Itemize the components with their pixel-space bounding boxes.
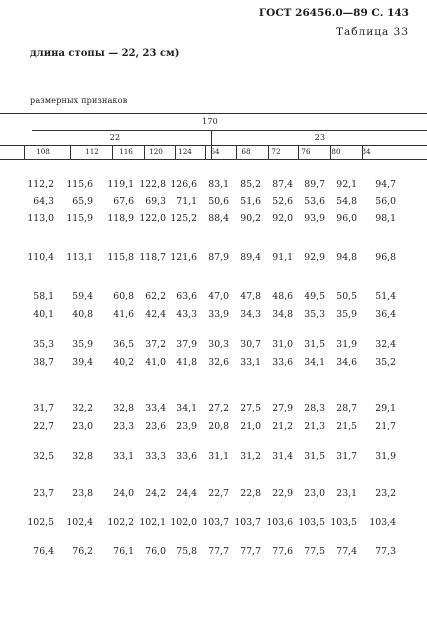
table-cell: 36,5 — [113, 339, 134, 350]
table-cell: 121,6 — [170, 252, 197, 263]
table-cell: 22,8 — [240, 488, 261, 499]
table-cell: 23,1 — [336, 488, 357, 499]
table-cell: 87,4 — [272, 179, 293, 190]
rule-height — [32, 130, 427, 131]
table-cell: 35,3 — [304, 309, 325, 320]
table-cell: 63,6 — [176, 291, 197, 302]
table-cell: 24,4 — [176, 488, 197, 499]
table-cell: 22,9 — [272, 488, 293, 499]
column-separator — [70, 145, 71, 159]
table-cell: 21,0 — [240, 421, 261, 432]
table-cell: 35,9 — [72, 339, 93, 350]
table-cell: 31,9 — [336, 339, 357, 350]
table-cell: 52,6 — [272, 196, 293, 207]
table-cell: 64,3 — [33, 196, 54, 207]
table-cell: 103,7 — [234, 517, 261, 528]
table-cell: 102,4 — [66, 517, 93, 528]
column-separator — [144, 145, 145, 159]
table-cell: 22,7 — [208, 488, 229, 499]
table-cell: 122,8 — [139, 179, 166, 190]
table-cell: 23,3 — [113, 421, 134, 432]
table-cell: 67,6 — [113, 196, 134, 207]
page-subtitle: длина стопы — 22, 23 см) — [30, 48, 180, 59]
table-cell: 31,1 — [208, 451, 229, 462]
table-cell: 113,1 — [66, 252, 93, 263]
table-cell: 21,2 — [272, 421, 293, 432]
table-cell: 23,6 — [145, 421, 166, 432]
table-cell: 92,9 — [304, 252, 325, 263]
column-header: 116 — [119, 147, 133, 156]
table-cell: 33,9 — [208, 309, 229, 320]
table-cell: 92,1 — [336, 179, 357, 190]
table-cell: 93,9 — [304, 213, 325, 224]
table-cell: 115,8 — [107, 252, 134, 263]
table-cell: 20,8 — [208, 421, 229, 432]
table-cell: 60,8 — [113, 291, 134, 302]
table-cell: 54,8 — [336, 196, 357, 207]
table-cell: 23,0 — [304, 488, 325, 499]
table-cell: 69,3 — [145, 196, 166, 207]
table-cell: 38,7 — [33, 357, 54, 368]
table-cell: 125,2 — [170, 213, 197, 224]
table-cell: 103,5 — [298, 517, 325, 528]
table-cell: 122,0 — [139, 213, 166, 224]
table-cell: 88,4 — [208, 213, 229, 224]
table-cell: 34,6 — [336, 357, 357, 368]
column-header: 108 — [36, 147, 50, 156]
table-cell: 41,8 — [176, 357, 197, 368]
table-cell: 34,1 — [176, 403, 197, 414]
table-cell: 23,7 — [33, 488, 54, 499]
column-separator — [24, 145, 25, 159]
table-cell: 51,6 — [240, 196, 261, 207]
table-cell: 33,1 — [240, 357, 261, 368]
table-cell: 22,7 — [33, 421, 54, 432]
table-cell: 27,9 — [272, 403, 293, 414]
table-cell: 102,0 — [170, 517, 197, 528]
table-cell: 59,4 — [72, 291, 93, 302]
table-cell: 77,4 — [336, 546, 357, 557]
table-cell: 87,9 — [208, 252, 229, 263]
table-cell: 28,7 — [336, 403, 357, 414]
table-cell: 41,6 — [113, 309, 134, 320]
table-cell: 31,0 — [272, 339, 293, 350]
table-cell: 41,0 — [145, 357, 166, 368]
table-cell: 96,0 — [336, 213, 357, 224]
table-cell: 77,6 — [272, 546, 293, 557]
column-header: 68 — [241, 147, 251, 156]
table-cell: 21,7 — [375, 421, 396, 432]
table-cell: 34,3 — [240, 309, 261, 320]
table-cell: 37,9 — [176, 339, 197, 350]
table-cell: 34,8 — [272, 309, 293, 320]
column-header: 76 — [301, 147, 311, 156]
column-header: 64 — [210, 147, 220, 156]
table-cell: 115,9 — [66, 213, 93, 224]
column-separator — [330, 145, 331, 159]
table-cell: 23,2 — [375, 488, 396, 499]
column-separator — [362, 145, 363, 159]
table-cell: 77,3 — [375, 546, 396, 557]
table-cell: 77,5 — [304, 546, 325, 557]
table-label: Таблица 33 — [336, 26, 409, 38]
table-cell: 32,8 — [72, 451, 93, 462]
column-header: 112 — [85, 147, 99, 156]
foot-group-23: 23 — [314, 133, 326, 142]
table-cell: 53,6 — [304, 196, 325, 207]
table-cell: 76,0 — [145, 546, 166, 557]
table-cell: 50,5 — [336, 291, 357, 302]
table-cell: 21,5 — [336, 421, 357, 432]
table-cell: 96,8 — [375, 252, 396, 263]
table-cell: 35,2 — [375, 357, 396, 368]
table-cell: 65,9 — [72, 196, 93, 207]
table-cell: 77,7 — [208, 546, 229, 557]
column-header: 124 — [178, 147, 192, 156]
table-cell: 85,2 — [240, 179, 261, 190]
table-cell: 103,5 — [330, 517, 357, 528]
column-separator — [175, 145, 176, 159]
table-cell: 50,6 — [208, 196, 229, 207]
table-cell: 32,5 — [33, 451, 54, 462]
table-cell: 71,1 — [176, 196, 197, 207]
table-cell: 51,4 — [375, 291, 396, 302]
table-cell: 33,6 — [272, 357, 293, 368]
table-cell: 42,4 — [145, 309, 166, 320]
features-label: размерных признаков — [30, 96, 128, 105]
table-cell: 27,5 — [240, 403, 261, 414]
table-cell: 103,7 — [202, 517, 229, 528]
table-cell: 31,4 — [272, 451, 293, 462]
table-cell: 30,3 — [208, 339, 229, 350]
table-cell: 24,0 — [113, 488, 134, 499]
table-cell: 118,9 — [107, 213, 134, 224]
table-cell: 23,8 — [72, 488, 93, 499]
table-cell: 33,6 — [176, 451, 197, 462]
table-cell: 21,3 — [304, 421, 325, 432]
table-cell: 49,5 — [304, 291, 325, 302]
column-header: 120 — [149, 147, 163, 156]
table-cell: 112,2 — [27, 179, 54, 190]
table-cell: 31,9 — [375, 451, 396, 462]
table-cell: 102,1 — [139, 517, 166, 528]
table-cell: 102,2 — [107, 517, 134, 528]
column-separator — [112, 145, 113, 159]
table-cell: 89,4 — [240, 252, 261, 263]
table-cell: 47,0 — [208, 291, 229, 302]
table-cell: 75,8 — [176, 546, 197, 557]
column-separator — [298, 145, 299, 159]
table-cell: 58,1 — [33, 291, 54, 302]
column-header: 84 — [361, 147, 371, 156]
column-separator — [236, 145, 237, 159]
table-cell: 32,2 — [72, 403, 93, 414]
table-cell: 39,4 — [72, 357, 93, 368]
table-cell: 119,1 — [107, 179, 134, 190]
table-cell: 103,4 — [369, 517, 396, 528]
table-cell: 90,2 — [240, 213, 261, 224]
column-header: 80 — [331, 147, 341, 156]
table-cell: 31,7 — [33, 403, 54, 414]
table-cell: 27,2 — [208, 403, 229, 414]
table-cell: 29,1 — [375, 403, 396, 414]
table-cell: 32,4 — [375, 339, 396, 350]
table-cell: 33,1 — [113, 451, 134, 462]
table-cell: 89,7 — [304, 179, 325, 190]
standard-reference: ГОСТ 26456.0—89 С. 143 — [258, 7, 409, 19]
table-cell: 47,8 — [240, 291, 261, 302]
table-cell: 40,1 — [33, 309, 54, 320]
table-cell: 118,7 — [139, 252, 166, 263]
rule-columns — [0, 159, 427, 160]
foot-group-22: 22 — [109, 133, 121, 142]
table-cell: 35,3 — [33, 339, 54, 350]
table-cell: 76,2 — [72, 546, 93, 557]
table-cell: 33,4 — [145, 403, 166, 414]
table-cell: 36,4 — [375, 309, 396, 320]
table-cell: 126,6 — [170, 179, 197, 190]
table-cell: 34,1 — [304, 357, 325, 368]
table-cell: 76,1 — [113, 546, 134, 557]
table-cell: 92,0 — [272, 213, 293, 224]
table-cell: 77,7 — [240, 546, 261, 557]
table-cell: 33,3 — [145, 451, 166, 462]
table-cell: 32,6 — [208, 357, 229, 368]
table-cell: 102,5 — [27, 517, 54, 528]
column-header: 72 — [271, 147, 281, 156]
table-cell: 48,6 — [272, 291, 293, 302]
table-cell: 94,8 — [336, 252, 357, 263]
table-cell: 23,0 — [72, 421, 93, 432]
table-cell: 113,0 — [27, 213, 54, 224]
table-cell: 31,2 — [240, 451, 261, 462]
table-cell: 40,2 — [113, 357, 134, 368]
table-cell: 98,1 — [375, 213, 396, 224]
table-cell: 76,4 — [33, 546, 54, 557]
table-cell: 28,3 — [304, 403, 325, 414]
table-cell: 83,1 — [208, 179, 229, 190]
table-cell: 94,7 — [375, 179, 396, 190]
height-label: 170 — [202, 117, 218, 126]
table-cell: 31,5 — [304, 451, 325, 462]
table-cell: 23,9 — [176, 421, 197, 432]
table-cell: 30,7 — [240, 339, 261, 350]
column-separator — [268, 145, 269, 159]
table-cell: 56,0 — [375, 196, 396, 207]
table-cell: 43,3 — [176, 309, 197, 320]
table-cell: 32,8 — [113, 403, 134, 414]
table-cell: 62,2 — [145, 291, 166, 302]
table-cell: 35,9 — [336, 309, 357, 320]
table-cell: 91,1 — [272, 252, 293, 263]
table-cell: 31,7 — [336, 451, 357, 462]
table-cell: 24,2 — [145, 488, 166, 499]
table-cell: 115,6 — [66, 179, 93, 190]
table-cell: 31,5 — [304, 339, 325, 350]
table-cell: 103,6 — [266, 517, 293, 528]
column-separator — [205, 145, 206, 159]
table-cell: 40,8 — [72, 309, 93, 320]
table-cell: 37,2 — [145, 339, 166, 350]
rule-top — [0, 113, 427, 114]
table-cell: 110,4 — [27, 252, 54, 263]
